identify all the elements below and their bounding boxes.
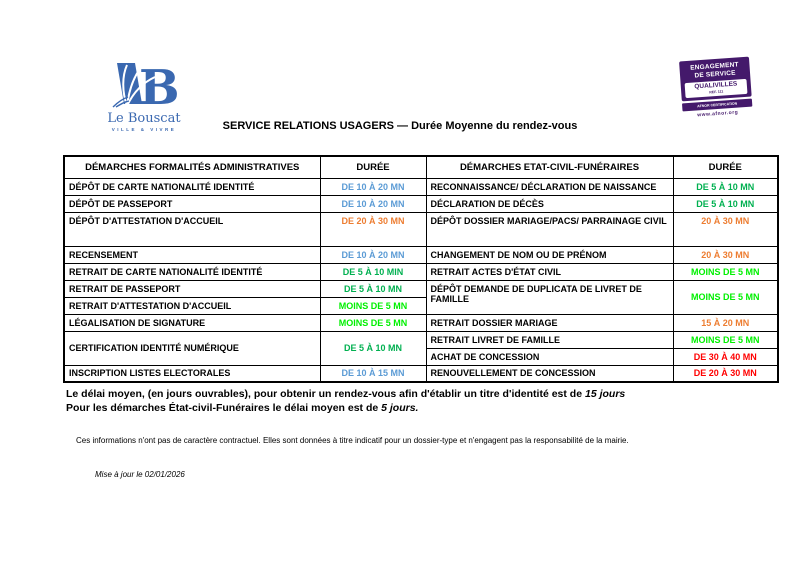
demarche-label-cell: DÉPÔT DEMANDE DE DUPLICATA DE LIVRET DE FAMILLE xyxy=(426,280,673,314)
duration-cell: DE 5 À 10 MN xyxy=(320,280,426,297)
services-table xyxy=(63,155,779,383)
duration-cell: DE 10 À 15 MN xyxy=(320,365,426,382)
demarche-label-cell: LÉGALISATION DE SIGNATURE xyxy=(64,314,320,331)
demarche-label-cell: RENOUVELLEMENT DE CONCESSION xyxy=(426,365,673,382)
footer-delay-identity xyxy=(66,388,625,400)
last-updated: Mise à jour le 02/01/2026 xyxy=(95,470,185,479)
footer-delay-civil-value: 5 jours. xyxy=(381,402,419,414)
demarche-label-cell: DÉPÔT DOSSIER MARIAGE/PACS/ PARRAINAGE CIVIL xyxy=(426,212,673,246)
duration-cell: DE 10 À 20 MN xyxy=(320,246,426,263)
demarche-label-cell: DÉCLARATION DE DÉCÈS xyxy=(426,195,673,212)
duration-cell: DE 5 À 10 MN xyxy=(673,178,778,195)
table-row xyxy=(64,212,778,246)
table-row xyxy=(64,314,778,331)
demarche-label-cell: DÉPÔT D'ATTESTATION D'ACCUEIL xyxy=(64,212,320,246)
table-row xyxy=(64,365,778,382)
demarche-label-cell: RECONNAISSANCE/ DÉCLARATION DE NAISSANCE xyxy=(426,178,673,195)
duration-cell: DE 5 À 10 MN xyxy=(320,331,426,365)
table-header-row xyxy=(64,156,778,178)
demarche-label-cell: DÉPÔT DE PASSEPORT xyxy=(64,195,320,212)
duration-cell: DE 30 À 40 MN xyxy=(673,348,778,365)
demarche-label-cell: RETRAIT DE PASSEPORT xyxy=(64,280,320,297)
badge-url: www.afnor.org xyxy=(697,109,739,119)
duration-cell: MOINS DE 5 MN xyxy=(673,263,778,280)
footer-delay-civil xyxy=(66,402,418,414)
demarche-label-cell: INSCRIPTION LISTES ELECTORALES xyxy=(64,365,320,382)
disclaimer-note: Ces informations n'ont pas de caractère contractuel. Elles sont données à titre indicatif pour un dossier-type et n'engagent pas la responsabilité de la mairie. xyxy=(76,436,629,445)
badge-ref: REF. 111 xyxy=(709,89,724,95)
duration-cell: 20 À 30 MN xyxy=(673,246,778,263)
duration-cell: MOINS DE 5 MN xyxy=(673,280,778,314)
footer-delay-identity-text: Le délai moyen, (en jours ouvrables), pour obtenir un rendez-vous afin d'établir un titre d'identité est de xyxy=(66,388,585,400)
col-header-duree-admin: DURÉE xyxy=(320,156,426,178)
demarche-label-cell: RETRAIT LIVRET DE FAMILLE xyxy=(426,331,673,348)
table-row xyxy=(64,195,778,212)
duration-cell: DE 5 À 10 MN xyxy=(673,195,778,212)
badge-box xyxy=(679,57,752,102)
demarche-label-cell: DÉPÔT DE CARTE NATIONALITÉ IDENTITÉ xyxy=(64,178,320,195)
bouscat-logo-icon xyxy=(111,60,177,108)
table-row xyxy=(64,178,778,195)
footer-delay-civil-text: Pour les démarches État-civil-Funéraires le délai moyen est de xyxy=(66,402,382,414)
demarche-label-cell: RETRAIT DOSSIER MARIAGE xyxy=(426,314,673,331)
table-row xyxy=(64,331,778,348)
duration-cell: MOINS DE 5 MN xyxy=(673,331,778,348)
duration-cell: MOINS DE 5 MN xyxy=(320,297,426,314)
logo-tagline: VILLE & VIVRE xyxy=(111,127,177,132)
afnor-qualivilles-badge xyxy=(679,57,753,120)
demarche-label-cell: CHANGEMENT DE NOM OU DE PRÉNOM xyxy=(426,246,673,263)
demarche-label-cell: RECENSEMENT xyxy=(64,246,320,263)
page-title: SERVICE RELATIONS USAGERS — Durée Moyenne du rendez-vous xyxy=(222,120,578,132)
badge-brand-panel xyxy=(685,79,748,98)
duration-cell: DE 10 À 20 MN xyxy=(320,195,426,212)
footer-delay-identity-value: 15 jours xyxy=(584,388,626,400)
table-row xyxy=(64,280,778,297)
duration-cell: 20 À 30 MN xyxy=(673,212,778,246)
demarche-label-cell: RETRAIT DE CARTE NATIONALITÉ IDENTITÉ xyxy=(64,263,320,280)
col-header-demarches-admin: DÉMARCHES FORMALITÉS ADMINISTRATIVES xyxy=(64,156,320,178)
demarche-label-cell: RETRAIT D'ATTESTATION D'ACCUEIL xyxy=(64,297,320,314)
duration-cell: 15 À 20 MN xyxy=(673,314,778,331)
badge-certification-strip: AFNOR CERTIFICATION xyxy=(682,99,752,112)
table-row xyxy=(64,263,778,280)
duration-cell: DE 10 À 20 MN xyxy=(320,178,426,195)
demarche-label-cell: ACHAT DE CONCESSION xyxy=(426,348,673,365)
col-header-duree-civil: DURÉE xyxy=(673,156,778,178)
svg-text:B: B xyxy=(139,60,177,108)
badge-engagement-line2: DE SERVICE xyxy=(694,69,736,80)
duration-cell: DE 20 À 30 MN xyxy=(320,212,426,246)
badge-brand-name: QUALIVILLES xyxy=(694,80,738,91)
col-header-demarches-civil: DÉMARCHES ETAT-CIVIL-FUNÉRAIRES xyxy=(426,156,673,178)
logo-city-name: Le Bouscat xyxy=(107,111,181,126)
duration-cell: DE 20 À 30 MN xyxy=(673,365,778,382)
table-row xyxy=(64,246,778,263)
duration-cell: MOINS DE 5 MN xyxy=(320,314,426,331)
duration-cell: DE 5 À 10 MIN xyxy=(320,263,426,280)
demarche-label-cell: RETRAIT ACTES D'ÉTAT CIVIL xyxy=(426,263,673,280)
badge-engagement-line1: ENGAGEMENT xyxy=(690,61,739,72)
demarche-label-cell: CERTIFICATION IDENTITÉ NUMÉRIQUE xyxy=(64,331,320,365)
